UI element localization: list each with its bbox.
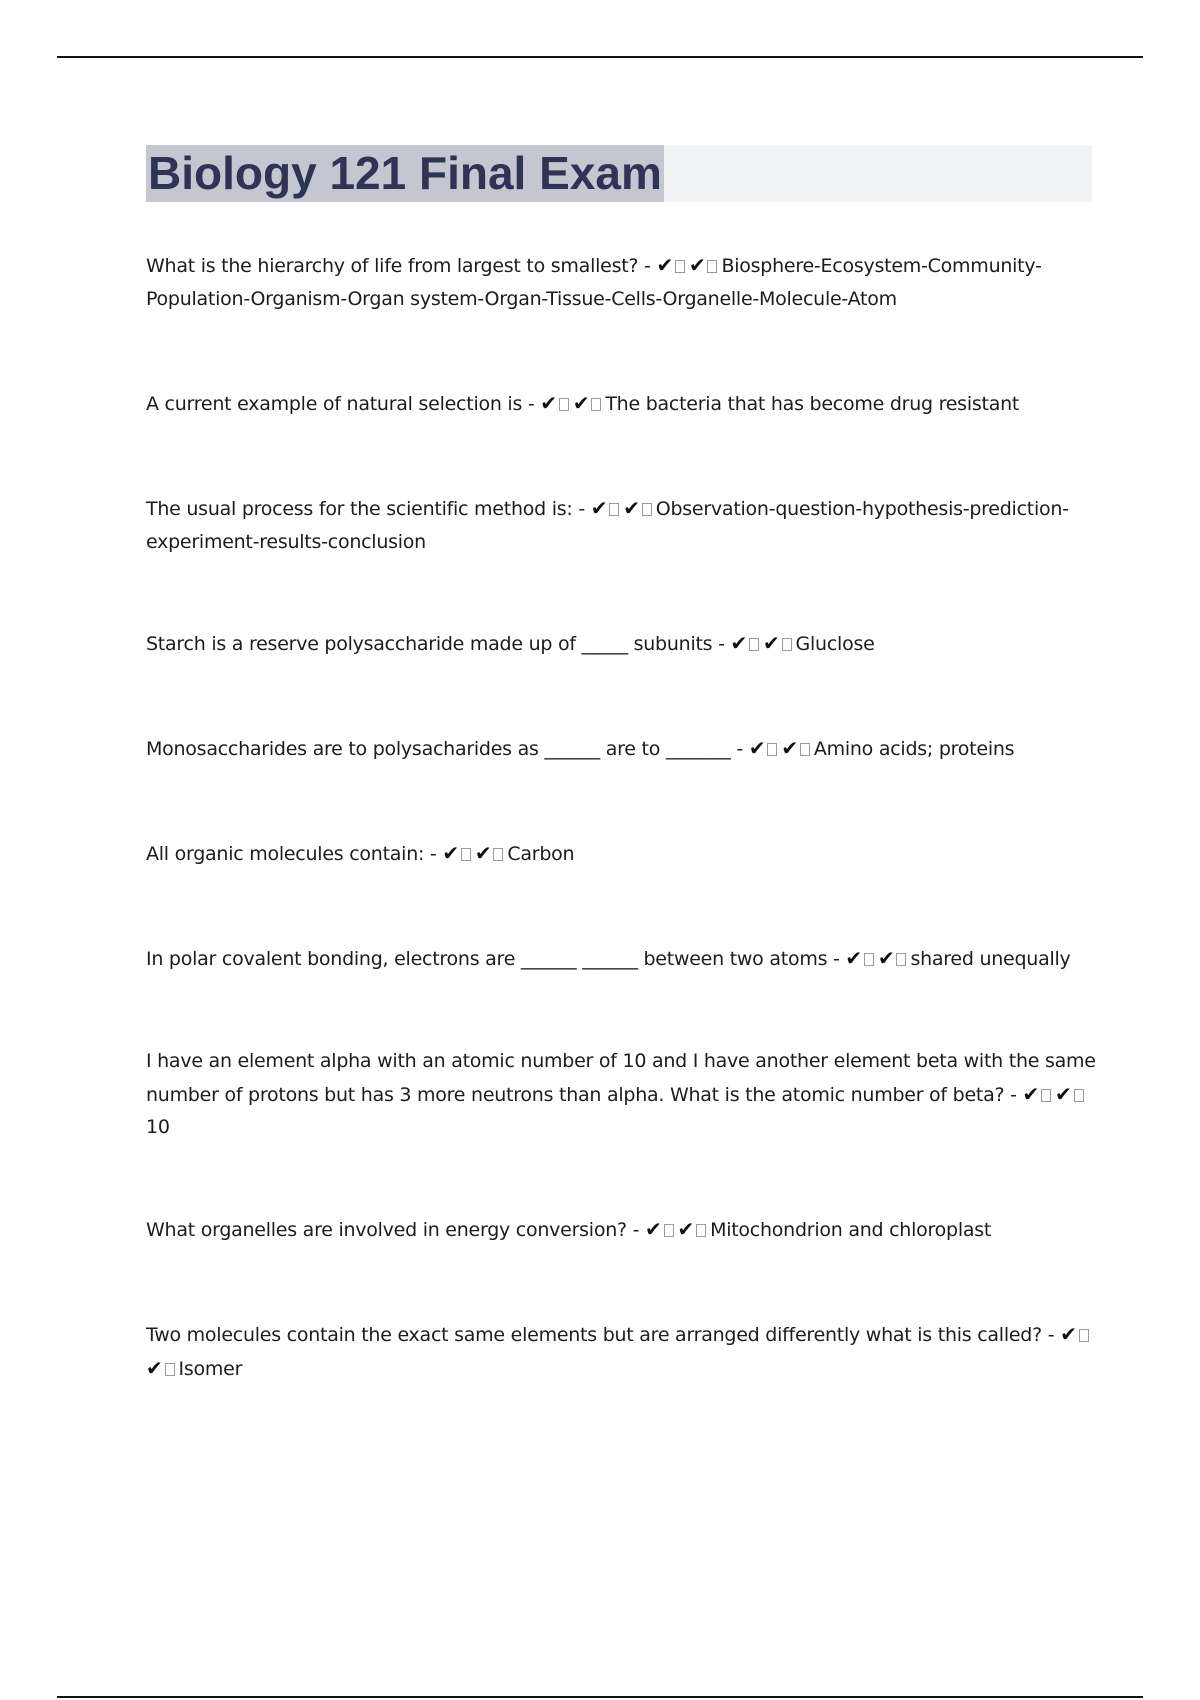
separator: -	[712, 633, 731, 655]
separator: -	[827, 948, 846, 970]
separator: -	[638, 255, 657, 277]
check-icon: ✔	[146, 1355, 163, 1380]
check-icon: ✔	[1022, 1081, 1040, 1106]
box-icon	[767, 743, 777, 756]
box-icon	[800, 743, 810, 756]
separator: -	[424, 843, 443, 865]
qa-item	[146, 942, 1096, 976]
separator: -	[522, 393, 541, 415]
check-icon: ✔	[845, 946, 862, 970]
box-icon	[782, 638, 792, 651]
question-text: What organelles are involved in energy conversion?	[146, 1219, 627, 1241]
question-text: What is the hierarchy of life from largest to smallest?	[146, 255, 639, 277]
box-icon	[1074, 1089, 1084, 1102]
question-text: A current example of natural selection is	[146, 393, 523, 415]
box-icon	[1041, 1089, 1051, 1102]
qa-item	[146, 732, 1096, 766]
box-icon	[707, 260, 717, 273]
qa-item	[146, 387, 1096, 421]
qa-item	[146, 1213, 1096, 1247]
answer-text: 10	[146, 1116, 170, 1138]
box-icon	[896, 953, 906, 966]
box-icon	[696, 1224, 706, 1237]
box-icon	[493, 848, 503, 861]
separator: -	[626, 1219, 646, 1241]
qa-item	[146, 1318, 1096, 1385]
answer-text: Amino acids; proteins	[813, 738, 1015, 760]
check-icon: ✔	[645, 1217, 662, 1241]
box-icon	[559, 398, 569, 411]
question-text: All organic molecules contain:	[146, 843, 425, 865]
answer-text: Isomer	[178, 1357, 243, 1380]
qa-item	[146, 249, 1096, 315]
document-title: Biology 121 Final Exam	[146, 145, 664, 202]
question-text: Two molecules contain the exact same elements but are arranged differently what is this called?	[146, 1324, 1042, 1346]
box-icon	[864, 953, 874, 966]
check-icon: ✔	[623, 496, 640, 520]
check-icon: ✔	[1060, 1322, 1077, 1346]
separator: -	[1004, 1083, 1023, 1106]
check-icon: ✔	[677, 1217, 695, 1241]
separator: -	[572, 498, 591, 520]
check-icon: ✔	[572, 391, 590, 415]
answer-text: The bacteria that has become drug resistant	[605, 393, 1020, 415]
separator: -	[1041, 1324, 1061, 1346]
check-icon: ✔	[1055, 1081, 1072, 1106]
answer-text: shared unequally	[910, 948, 1071, 970]
answer-text: Observation-question-hypothesis-prediction-experiment-results-conclusion	[146, 498, 1069, 553]
check-icon: ✔	[656, 253, 673, 277]
box-icon	[461, 848, 471, 861]
check-icon: ✔	[748, 736, 766, 760]
qa-item	[146, 837, 1096, 871]
header-rule	[57, 56, 1143, 58]
answer-text: Mitochondrion and chloroplast	[710, 1219, 992, 1241]
answer-text: Gluclose	[795, 633, 875, 655]
box-icon	[1079, 1329, 1089, 1342]
box-icon	[664, 1224, 674, 1237]
question-text: Monosaccharides are to polysacharides as ______ are to _______	[146, 738, 731, 760]
qa-item	[146, 492, 1096, 558]
check-icon: ✔	[688, 253, 706, 277]
question-text: Starch is a reserve polysaccharide made up of _____ subunits	[146, 633, 713, 655]
check-icon: ✔	[590, 496, 608, 520]
box-icon	[749, 638, 759, 651]
check-icon: ✔	[763, 631, 780, 655]
box-icon	[591, 398, 601, 411]
check-icon: ✔	[474, 841, 492, 865]
separator: -	[730, 738, 749, 760]
question-text: I have an element alpha with an atomic number of 10 and I have another element beta with the same number of protons but has 3 more neutrons than alpha. What is the atomic number of beta?	[146, 1050, 1096, 1106]
question-text: In polar covalent bonding, electrons are ______ ______ between two atoms	[146, 948, 828, 970]
check-icon: ✔	[781, 736, 798, 760]
question-text: The usual process for the scientific method is:	[146, 498, 573, 520]
box-icon	[675, 260, 685, 273]
check-icon: ✔	[877, 946, 895, 970]
check-icon: ✔	[442, 841, 459, 865]
box-icon	[165, 1363, 175, 1376]
answer-text: Biosphere-Ecosystem-Community-Population-Organism-Organ system-Organ-Tissue-Cells-Organelle-Molecule-Atom	[146, 255, 1042, 310]
box-icon	[609, 503, 619, 516]
qa-item	[146, 627, 1096, 661]
footer-rule	[57, 1696, 1143, 1698]
qa-item	[146, 1045, 1096, 1144]
check-icon: ✔	[730, 631, 748, 655]
check-icon: ✔	[540, 391, 557, 415]
answer-text: Carbon	[507, 843, 575, 865]
box-icon	[642, 503, 652, 516]
